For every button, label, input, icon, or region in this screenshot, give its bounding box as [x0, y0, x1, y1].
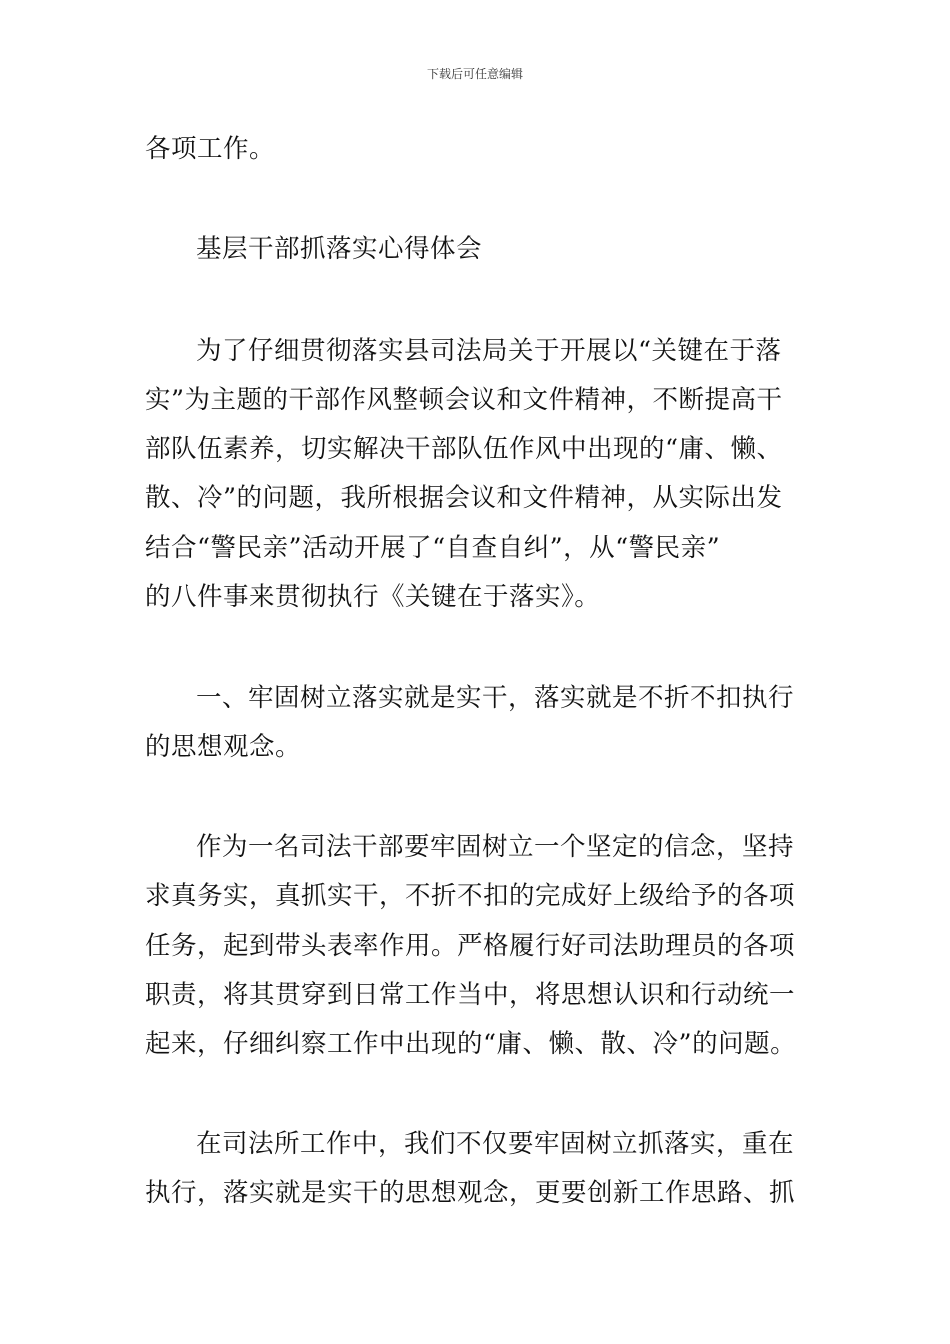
text-line: 作为一名司法干部要牢固树立一个坚定的信念，坚持: [196, 832, 795, 862]
text-line: 结合“警民亲”活动开展了“自查自纠”，从“警民亲”: [145, 533, 721, 563]
text-line: 散、冷”的问题，我所根据会议和文件精神，从实际出发: [145, 483, 783, 513]
section-heading: 的思想观念。: [145, 732, 302, 762]
section-heading: 一、牢固树立落实就是实干，落实就是不折不扣执行: [196, 683, 795, 713]
text-line: 实”为主题的干部作风整顿会议和文件精神，不断提高干: [145, 385, 783, 415]
text-line: 职责，将其贯穿到日常工作当中，将思想认识和行动统一: [145, 980, 796, 1010]
text-line: 任务，起到带头表率作用。严格履行好司法助理员的各项: [145, 931, 796, 961]
text-line: 的八件事来贯彻执行《关键在于落实》。: [145, 582, 601, 612]
text-line: 为了仔细贯彻落实县司法局关于开展以“关键在于落: [196, 336, 782, 366]
text-line: 求真务实，真抓实干，不折不扣的完成好上级给予的各项: [145, 881, 796, 911]
document-title: 基层干部抓落实心得体会: [196, 234, 483, 264]
page-header: 下载后可任意编辑: [426, 67, 523, 81]
text-line: 部队伍素养，切实解决干部队伍作风中出现的“庸、懒、: [145, 434, 783, 464]
text-line: 在司法所工作中，我们不仅要牢固树立抓落实，重在: [196, 1129, 795, 1159]
text-line: 起来，仔细纠察工作中出现的“庸、懒、散、冷”的问题。: [145, 1029, 797, 1059]
text-line: 各项工作。: [145, 134, 276, 164]
text-line: 执行，落实就是实干的思想观念，更要创新工作思路、抓: [145, 1178, 796, 1208]
